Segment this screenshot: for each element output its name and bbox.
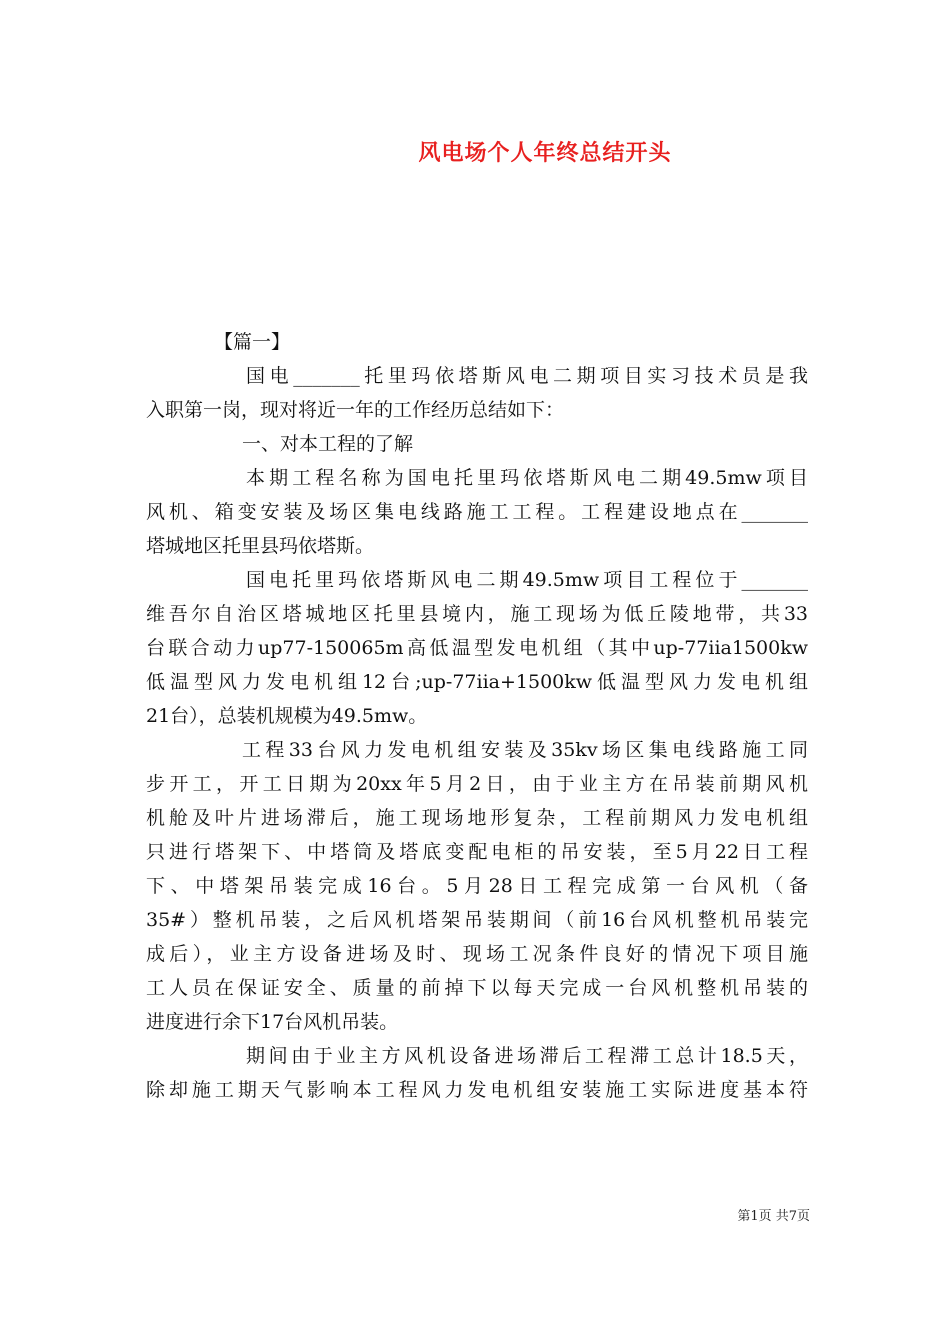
body-line: 除却施工期天气影响本工程风力发电机组安装施工实际进度基本符 <box>146 1079 808 1101</box>
body-line: 台联合动力up77-150065m高低温型发电机组（其中up-77iia1500kw <box>146 637 808 659</box>
body-line: 本期工程名称为国电托里玛依塔斯风电二期49.5mw项目 <box>246 467 808 489</box>
body-line: 低温型风力发电机组12台;up-77iia+1500kw低温型风力发电机组 <box>146 671 808 693</box>
body-line: 成后），业主方设备进场及时、现场工况条件良好的情况下项目施 <box>146 943 808 965</box>
section-heading: 【篇一】 <box>214 331 291 353</box>
body-line: 国电_______托里玛依塔斯风电二期项目实习技术员是我 <box>246 365 808 387</box>
body-line: 工程33台风力发电机组安装及35kv场区集电线路施工同 <box>242 739 808 761</box>
body-line: 期间由于业主方风机设备进场滞后工程滞工总计18.5天， <box>246 1045 808 1067</box>
body-line: 35#）整机吊装，之后风机塔架吊装期间（前16台风机整机吊装完 <box>146 909 808 931</box>
page-number: 第1页 共7页 <box>737 1209 810 1224</box>
body-line: 进度进行余下17台风机吊装。 <box>146 1011 399 1033</box>
body-line: 维吾尔自治区塔城地区托里县境内，施工现场为低丘陵地带，共33 <box>146 603 808 625</box>
body-line: 下、中塔架吊装完成16台。5月28日工程完成第一台风机（备 <box>146 875 808 897</box>
body-line: 工人员在保证安全、质量的前掉下以每天完成一台风机整机吊装的 <box>146 977 808 999</box>
document-body <box>146 325 808 1107</box>
body-line: 国电托里玛依塔斯风电二期49.5mw项目工程位于_______ <box>246 569 808 591</box>
body-line: 21台），总装机规模为49.5mw。 <box>146 705 428 727</box>
subsection-heading: 一、对本工程的了解 <box>242 433 414 455</box>
body-line: 塔城地区托里县玛依塔斯。 <box>146 535 375 557</box>
document-title: 风电场个人年终总结开头 <box>418 141 672 166</box>
body-line: 只进行塔架下、中塔筒及塔底变配电柜的吊安装，至5月22日工程 <box>146 841 808 863</box>
body-line: 入职第一岗，现对将近一年的工作经历总结如下： <box>146 399 565 421</box>
body-line: 机舱及叶片进场滞后，施工现场地形复杂，工程前期风力发电机组 <box>146 807 808 829</box>
body-line: 风机、箱变安装及场区集电线路施工工程。工程建设地点在_______ <box>146 501 808 523</box>
body-line: 步开工，开工日期为20xx年5月2日，由于业主方在吊装前期风机 <box>146 773 808 795</box>
